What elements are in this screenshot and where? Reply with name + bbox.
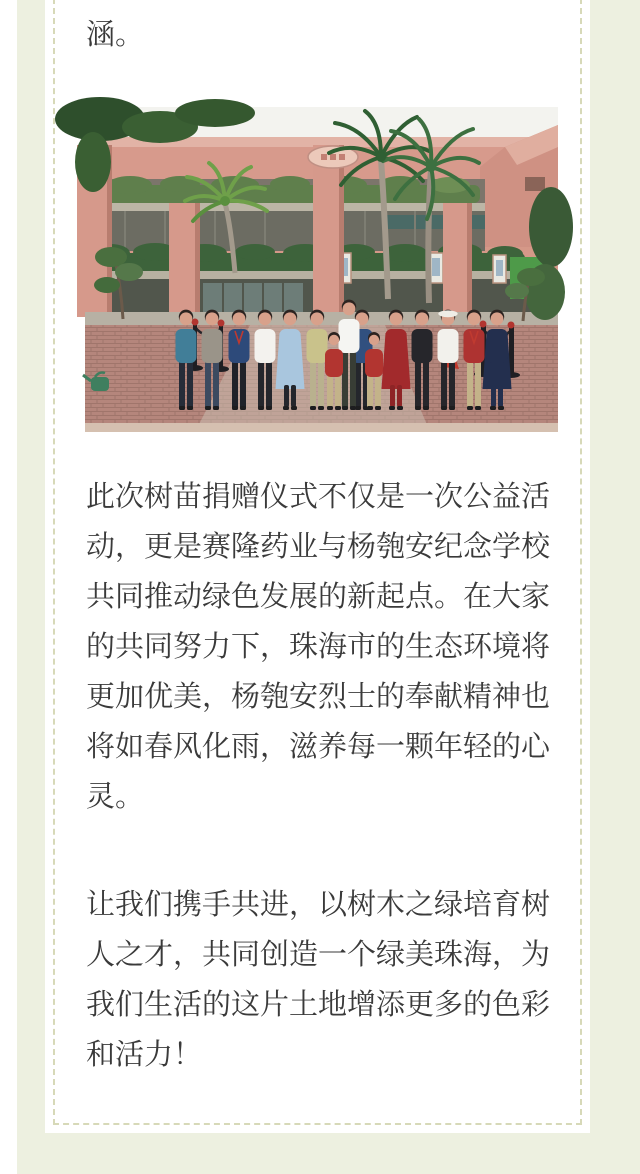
- p2-line-1: 此次树苗捐赠仪式不仅是一次公益活: [86, 481, 551, 513]
- article-card: [45, 0, 590, 1133]
- p2-line-5: 更加优美，杨匏安烈士的奉献精神也: [86, 681, 551, 713]
- paragraph-3: [86, 880, 552, 1080]
- group-photo-illustration: [85, 107, 558, 432]
- p2-line-2: 动，更是赛隆药业与杨匏安纪念学校: [86, 531, 551, 563]
- paragraph-2: [86, 472, 552, 822]
- intro-line-2: 涵。: [86, 19, 145, 51]
- group-photo[interactable]: [85, 107, 558, 432]
- p3-line-3: 我们生活的这片土地增添更多的色彩: [86, 989, 551, 1021]
- school-building: [77, 125, 558, 317]
- p2-line-6: 将如春风化雨，滋养每一颗年轻的心: [86, 731, 551, 763]
- article-content: [45, 0, 590, 1133]
- intro-line-1: [86, 0, 552, 10]
- p2-line-4: 的共同努力下，珠海市的生态环境将: [86, 631, 551, 663]
- p3-line-4: 和活力！: [86, 1039, 203, 1071]
- p2-line-3: 共同推动绿色发展的新起点。在大家: [86, 581, 551, 613]
- p3-line-2: 人之才，共同创造一个绿美珠海，为: [86, 939, 551, 971]
- intro-paragraph: [86, 0, 552, 60]
- p2-line-7: 灵。: [86, 781, 145, 813]
- p3-line-1: 让我们携手共进，以树木之绿培育树: [86, 889, 551, 921]
